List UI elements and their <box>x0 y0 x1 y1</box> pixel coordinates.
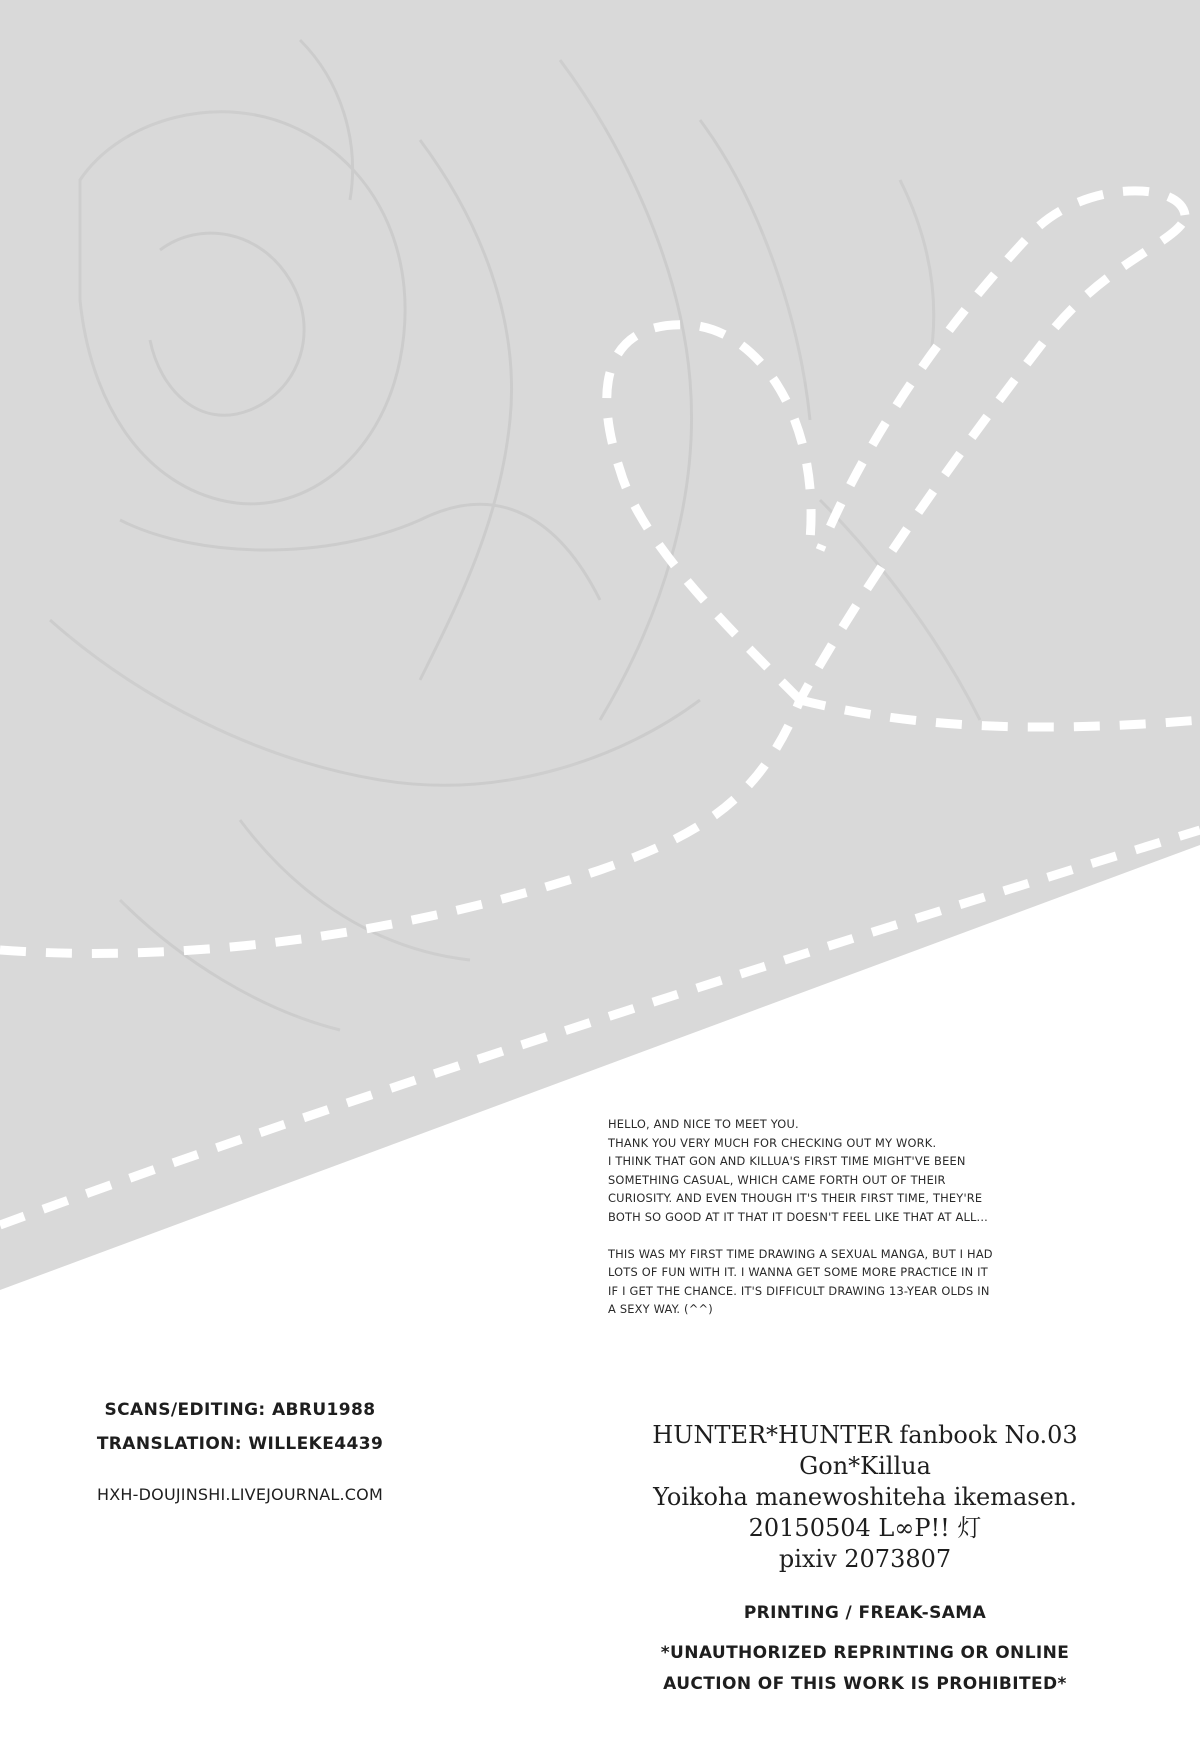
afterword-line: THIS WAS MY FIRST TIME DRAWING A SEXUAL MANGA, BUT I HAD <box>608 1246 993 1261</box>
warning-line: *UNAUTHORIZED REPRINTING OR ONLINE <box>660 1643 1070 1663</box>
afterword-line: LOTS OF FUN WITH IT. I WANNA GET SOME MORE PRACTICE IN IT <box>608 1265 988 1280</box>
afterword-note <box>608 1115 1168 1319</box>
pixiv-id: pixiv 2073807 <box>778 1545 952 1573</box>
translation-credit: TRANSLATION: WILLEKE4439 <box>96 1434 384 1454</box>
reprint-warning <box>600 1638 1130 1700</box>
afterword-line: BOTH SO GOOD AT IT THAT IT DOESN'T FEEL LIKE THAT AT ALL... <box>608 1209 989 1224</box>
warning-line: AUCTION OF THIS WORK IS PROHIBITED* <box>663 1674 1067 1694</box>
date-circle: 20150504 L∞P!! 灯 <box>748 1514 982 1542</box>
printing-credit: PRINTING / FREAK-SAMA <box>743 1603 987 1623</box>
book-subtitle: Yoikoha manewoshiteha ikemasen. <box>653 1483 1077 1511</box>
afterword-line: CURIOSITY. AND EVEN THOUGH IT'S THEIR FIRST TIME, THEY'RE <box>608 1191 983 1206</box>
afterword-line: HELLO, AND NICE TO MEET YOU. <box>608 1117 799 1131</box>
printing-footer <box>600 1600 1130 1700</box>
afterword-line: IF I GET THE CHANCE. IT'S DIFFICULT DRAWING 13-YEAR OLDS IN <box>608 1283 990 1298</box>
pairing: Gon*Killua <box>799 1452 931 1480</box>
afterword-line: SOMETHING CASUAL, WHICH CAME FORTH OUT OF THEIR <box>608 1172 946 1187</box>
afterword-line: THANK YOU VERY MUCH FOR CHECKING OUT MY WORK. <box>608 1135 937 1150</box>
scans-editing-credit: SCANS/EDITING: ABRU1988 <box>104 1400 376 1420</box>
paragraph-spacer <box>608 1227 1168 1245</box>
afterword-line: I THINK THAT GON AND KILLUA'S FIRST TIME MIGHT'VE BEEN <box>608 1154 966 1169</box>
book-title: HUNTER*HUNTER fanbook No.03 <box>652 1421 1078 1449</box>
scanlation-credits <box>40 1393 440 1507</box>
colophon-block <box>600 1420 1130 1575</box>
afterword-line: A SEXY WAY. (^^) <box>608 1302 713 1317</box>
website-url[interactable]: HXH-DOUJINSHI.LIVEJOURNAL.COM <box>97 1485 383 1504</box>
